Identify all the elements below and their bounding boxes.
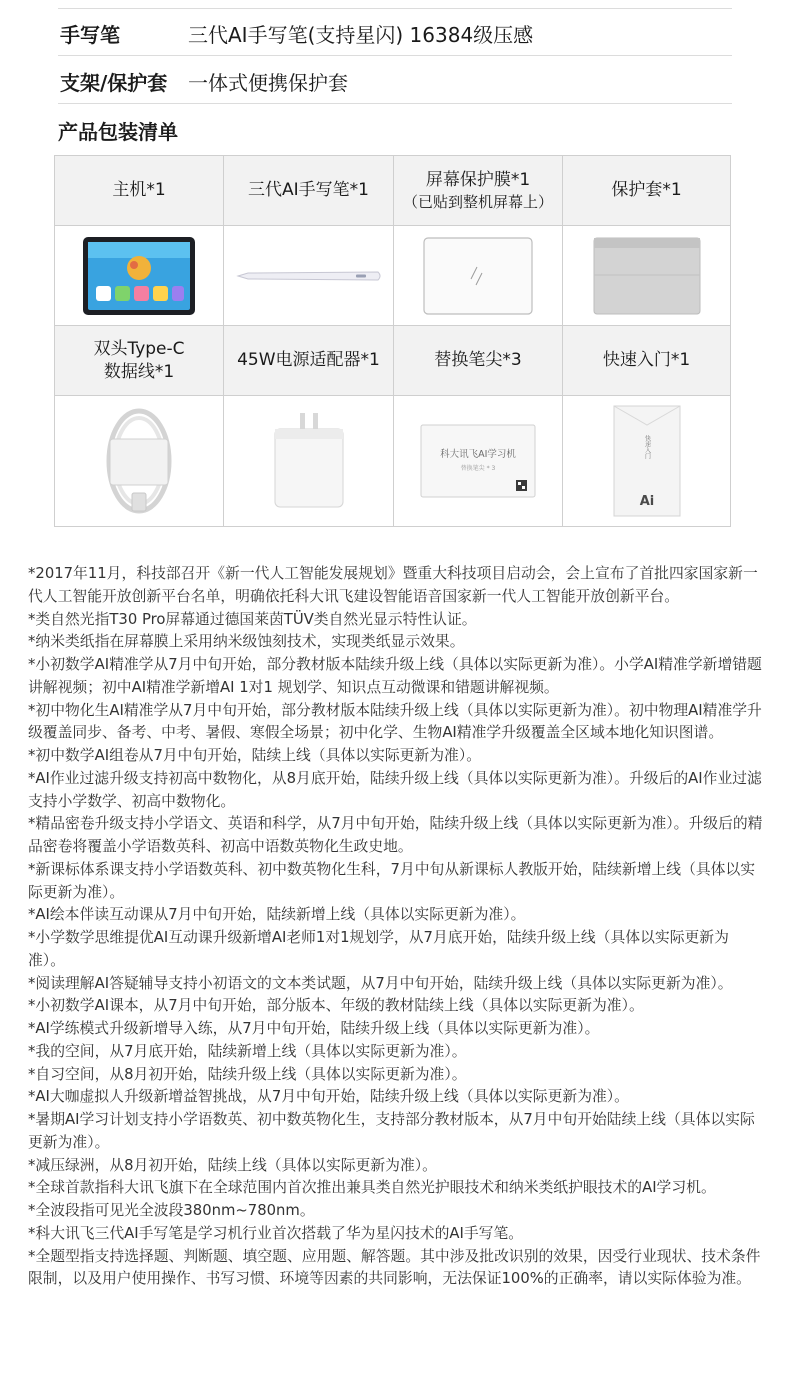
screen-protector-icon bbox=[423, 237, 533, 315]
tablet-icon bbox=[82, 236, 196, 316]
footnote: *AI作业过滤升级支持初高中数物化，从8月底开始，陆续升级上线（具体以实际更新为准）。升级后的AI作业过滤支持小学数学、初高中数物化。 bbox=[28, 769, 762, 810]
footnote: *小初数学AI课本，从7月中旬开始，部分版本、年级的教材陆续上线（具体以实际更新为准）。 bbox=[28, 997, 644, 1015]
package-label-cell bbox=[224, 156, 394, 226]
nib-box-text: 科大讯飞AI学习机 bbox=[440, 449, 516, 460]
spec-row-stylus bbox=[58, 9, 732, 56]
footnote: *AI绘本伴读互动课从7月中旬开始，陆续新增上线（具体以实际更新为准）。 bbox=[28, 906, 526, 924]
spec-row-case bbox=[58, 57, 732, 104]
package-image-cell bbox=[55, 226, 224, 326]
package-label-cell bbox=[563, 326, 730, 396]
package-image-cell bbox=[224, 226, 394, 326]
package-label: 快速入门*1 bbox=[602, 350, 691, 370]
package-sublabel: 数据线*1 bbox=[103, 361, 175, 382]
protective-case-icon bbox=[593, 237, 701, 315]
footnote: *全题型指支持选择题、判断题、填空题、应用题、解答题。其中涉及批改识别的效果，因受行业现状、技术条件限制，以及用户使用操作、书写习惯、环境等因素的共同影响，无法保证100%的正确率，请以实际体验为准。 bbox=[28, 1247, 761, 1288]
package-image-cell bbox=[563, 226, 730, 326]
footnote: *纳米类纸指在屏幕膜上采用纳米级蚀刻技术，实现类纸显示效果。 bbox=[28, 633, 465, 651]
package-label: 屏幕保护膜*1 bbox=[425, 170, 531, 190]
package-label: 替换笔尖*3 bbox=[434, 350, 522, 370]
footnotes bbox=[28, 563, 763, 1291]
footnote: *精品密卷升级支持小学语文、英语和科学，从7月中旬开始，陆续升级上线（具体以实际更新为准）。升级后的精品密卷将覆盖小学语数英科、初高中语数英物化生政史地。 bbox=[28, 815, 763, 855]
package-label: 双头Type-C bbox=[93, 338, 185, 359]
package-label-cell bbox=[394, 156, 563, 226]
footnote: *2017年11月，科技部召开《新一代人工智能发展规划》暨重大科技项目启动会，会上宣布了首批四家国家新一代人工智能开放创新平台名单，明确依托科大讯飞建设智能语音国家新一代人工智能开放创新平台。 bbox=[28, 565, 758, 605]
footnote: *小学数学思维提优AI互动课升级新增AI老师1对1规划学，从7月底开始，陆续升级上线（具体以实际更新为准）。 bbox=[28, 929, 729, 969]
package-label-cell bbox=[394, 326, 563, 396]
footnote: *我的空间，从7月底开始，陆续新增上线（具体以实际更新为准）。 bbox=[28, 1042, 467, 1060]
footnote: *AI大咖虚拟人升级新增益智挑战，从7月中旬开始，陆续升级上线（具体以实际更新为准）。 bbox=[28, 1088, 629, 1106]
package-label: 保护套*1 bbox=[611, 180, 682, 200]
footnote: *初中数学AI组卷从7月中旬开始，陆续上线（具体以实际更新为准）。 bbox=[28, 747, 482, 764]
footnote: *减压绿洲，从8月初开始，陆续上线（具体以实际更新为准）。 bbox=[28, 1156, 437, 1174]
package-list-title: 产品包装清单 bbox=[58, 120, 178, 144]
package-label-cell bbox=[563, 156, 730, 226]
footnote: *类自然光指T30 Pro屏幕通过德国莱茵TÜV类自然光显示特性认证。 bbox=[28, 610, 477, 628]
guide-booklet-text: 快速入门 bbox=[643, 435, 650, 459]
package-label: 三代AI手写笔*1 bbox=[248, 180, 369, 200]
spec-key: 支架/保护套 bbox=[60, 71, 168, 95]
spec-value: 三代AI手写笔(支持星闪) 16384级压感 bbox=[188, 23, 534, 47]
footnote: *暑期AI学习计划支持小学语数英、初中数英物化生，支持部分教材版本，从7月中旬开始陆续上线（具体以实际更新为准）。 bbox=[28, 1111, 755, 1151]
footnote: *全球首款指科大讯飞旗下在全球范围内首次推出兼具类自然光护眼技术和纳米类纸护眼技术的AI学习机。 bbox=[28, 1179, 716, 1197]
package-label-cell bbox=[224, 326, 394, 396]
package-contents-table bbox=[54, 155, 731, 527]
footnote: *AI学练模式升级新增导入练，从7月中旬开始，陆续升级上线（具体以实际更新为准）。 bbox=[28, 1020, 600, 1037]
package-image-cell bbox=[394, 396, 563, 526]
package-sublabel: （已贴到整机屏幕上） bbox=[402, 193, 553, 211]
cable-icon bbox=[104, 405, 174, 517]
package-label: 主机*1 bbox=[112, 180, 166, 200]
quick-start-guide-icon bbox=[613, 405, 681, 517]
package-image-cell bbox=[563, 396, 730, 526]
stylus-icon bbox=[234, 266, 384, 286]
package-label-cell bbox=[55, 156, 224, 226]
package-image-cell bbox=[55, 396, 224, 526]
footnote: *全波段指可见光全波段380nm~780nm。 bbox=[28, 1202, 315, 1219]
footnote: *新课标体系课支持小学语数英科、初中数英物化生科，7月中旬从新课标人教版开始，陆续新增上线（具体以实际更新为准）。 bbox=[28, 860, 756, 901]
guide-booklet-logo: Ai bbox=[639, 494, 654, 509]
nib-box-icon bbox=[420, 424, 536, 498]
spec-key: 手写笔 bbox=[60, 23, 120, 47]
footnote: *科大讯飞三代AI手写笔是学习机行业首次搭载了华为星闪技术的AI手写笔。 bbox=[28, 1224, 524, 1242]
package-label: 45W电源适配器*1 bbox=[237, 350, 380, 370]
package-image-cell bbox=[224, 396, 394, 526]
power-adapter-icon bbox=[272, 411, 346, 511]
package-label-cell bbox=[55, 326, 224, 396]
footnote: *小初数学AI精准学从7月中旬开始，部分教材版本陆续升级上线（具体以实际更新为准）。小学AI精准学新增错题讲解视频；初中AI精准学新增AI 1对1 规划学、知识点互动微课和错题讲解视频。 bbox=[28, 656, 762, 696]
footnote: *自习空间，从8月初开始，陆续升级上线（具体以实际更新为准）。 bbox=[28, 1065, 467, 1083]
footnote: *阅读理解AI答疑辅导支持小初语文的文本类试题，从7月中旬开始，陆续升级上线（具体以实际更新为准）。 bbox=[28, 974, 733, 992]
package-image-cell bbox=[394, 226, 563, 326]
nib-box-subtext: 替换笔尖 * 3 bbox=[460, 465, 496, 472]
spec-value: 一体式便携保护套 bbox=[188, 71, 348, 95]
footnote: *初中物化生AI精准学从7月中旬开始，部分教材版本陆续升级上线（具体以实际更新为准）。初中物理AI精准学升级覆盖同步、备考、中考、暑假、寒假全场景；初中化学、生物AI精准学升级覆盖全区域本地化知识图谱。 bbox=[28, 701, 762, 742]
